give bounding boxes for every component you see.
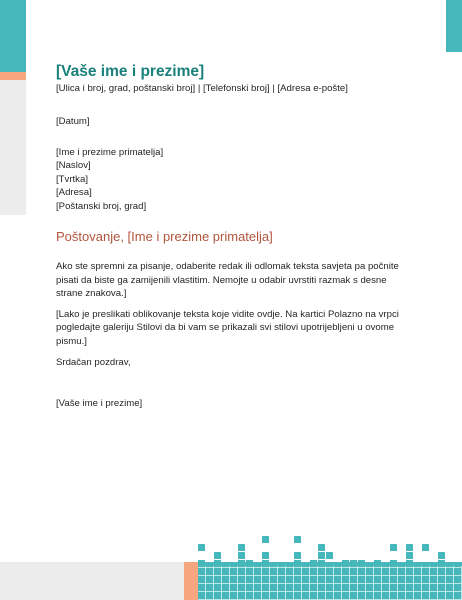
sender-name: [Vaše ime i prezime] <box>56 63 205 80</box>
recipient-postal-city: [Poštanski broj, grad] <box>56 200 147 212</box>
signature-name: [Vaše ime i prezime] <box>56 397 143 409</box>
bottom-band-grey <box>0 562 184 600</box>
salutation: Poštovanje, [Ime i prezime primatelja] <box>56 229 273 244</box>
top-right-accent <box>446 0 462 52</box>
letter-body <box>56 62 408 410</box>
closing: Srdačan pozdrav, <box>56 357 131 368</box>
recipient-street: [Adresa] <box>56 187 92 198</box>
body-paragraph: Ako ste spremni za pisanje, odaberite redak ili odlomak teksta savjeta pa počnite pisati da biste ga zamijenili vlastitim. Nemojte u odabir uvrstiti razmak s desne strane znakova.] <box>56 261 399 299</box>
left-accent-grey <box>0 80 26 215</box>
sender-contact-line: [Ulica i broj, grad, poštanski broj] | [Telefonski broj] | [Adresa e-pošte] <box>56 83 348 94</box>
body-paragraph: [Lako je preslikati oblikovanje teksta koje vidite ovdje. Na kartici Polazno na vrpci pogledajte galeriju Stilovi da bi vam se prikazali svi stilovi upotrijebljeni u ovome pismu.] <box>56 308 399 347</box>
recipient-company: [Tvrtka] <box>56 173 88 185</box>
recipient-title: [Naslov] <box>56 160 91 171</box>
pixel-pattern-decoration <box>198 536 462 600</box>
bottom-band-orange <box>184 562 198 600</box>
recipient-address <box>56 146 408 214</box>
left-accent-teal <box>0 0 26 72</box>
left-accent-orange <box>0 72 26 80</box>
letter-date: [Datum] <box>56 116 90 127</box>
recipient-name: [Ime i prezime primatelja] <box>56 146 164 158</box>
